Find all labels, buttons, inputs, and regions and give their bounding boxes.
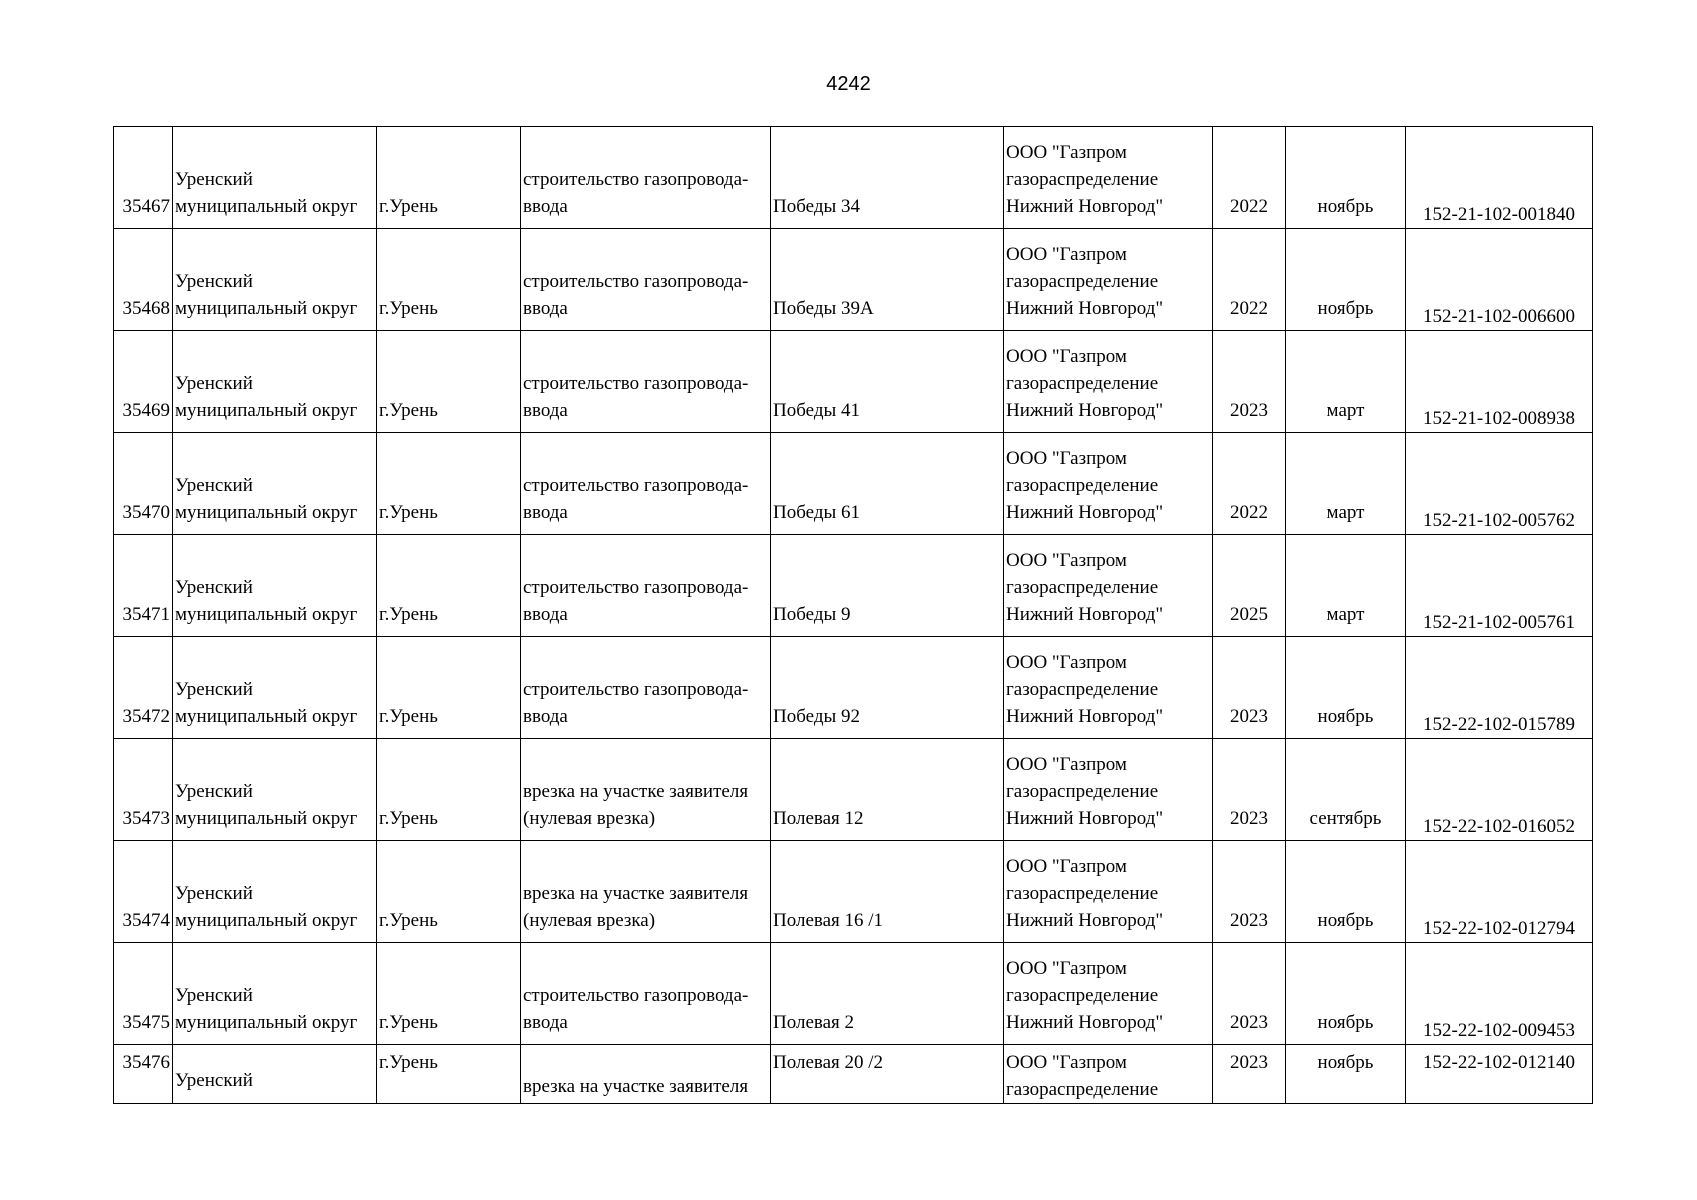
cell-record-number: [114, 331, 173, 433]
cell-city-text: г.Урень: [379, 604, 438, 625]
cell-record-number: [114, 1045, 173, 1104]
cell-application-code-text: 152-22-102-016052: [1423, 816, 1575, 837]
cell-city-text: г.Урень: [379, 196, 438, 217]
cell-address-text: Победы 92: [773, 706, 861, 727]
table-row: [114, 433, 1593, 535]
cell-district: [173, 841, 377, 943]
cell-city-text: г.Урень: [379, 910, 438, 931]
table-body: [114, 127, 1593, 1104]
cell-district-text: Уренский: [175, 1070, 253, 1091]
table-row: [114, 637, 1593, 739]
cell-year-text: 2023: [1230, 1012, 1268, 1033]
cell-record-number: [114, 841, 173, 943]
cell-work-type: [521, 331, 771, 433]
cell-year-text: 2025: [1230, 604, 1268, 625]
cell-city: [377, 433, 521, 535]
cell-work-type-text: врезка на участке заявителя (нулевая врезка): [523, 883, 749, 931]
cell-organization-text: ООО "Газпром газораспределение Нижний Новгород": [1006, 958, 1164, 1033]
cell-work-type: [521, 535, 771, 637]
cell-record-number-text: 35471: [122, 604, 170, 625]
cell-month: [1286, 943, 1406, 1045]
cell-application-code-text: 152-22-102-012794: [1423, 918, 1575, 939]
cell-month-text: ноябрь: [1317, 1012, 1374, 1033]
cell-work-type: [521, 127, 771, 229]
table-row: [114, 841, 1593, 943]
cell-application-code-text: 152-22-102-012140: [1423, 1052, 1575, 1073]
page-number: 4242: [826, 73, 871, 95]
table-row: [114, 739, 1593, 841]
cell-organization: [1004, 127, 1213, 229]
cell-month-text: март: [1326, 502, 1365, 523]
cell-district: [173, 739, 377, 841]
cell-record-number: [114, 535, 173, 637]
cell-address: [771, 535, 1004, 637]
cell-year-text: 2023: [1230, 706, 1268, 727]
cell-year-text: 2023: [1230, 910, 1268, 931]
cell-address-text: Полевая 16 /1: [773, 910, 884, 931]
cell-application-code-text: 152-21-102-008938: [1423, 408, 1575, 429]
cell-organization: [1004, 229, 1213, 331]
cell-year: [1213, 229, 1286, 331]
cell-application-code: [1406, 943, 1593, 1045]
cell-address: [771, 433, 1004, 535]
cell-record-number-text: 35467: [122, 196, 170, 217]
cell-record-number: [114, 943, 173, 1045]
cell-year: [1213, 127, 1286, 229]
cell-address-text: Победы 9: [773, 604, 851, 625]
cell-organization: [1004, 331, 1213, 433]
cell-application-code-text: 152-21-102-006600: [1423, 306, 1575, 327]
cell-address: [771, 127, 1004, 229]
cell-month-text: сентябрь: [1309, 808, 1382, 829]
cell-year-text: 2022: [1230, 298, 1268, 319]
cell-month: [1286, 433, 1406, 535]
cell-work-type: [521, 433, 771, 535]
cell-month-text: ноябрь: [1317, 196, 1374, 217]
cell-year-text: 2022: [1230, 196, 1268, 217]
cell-address-text: Победы 41: [773, 400, 861, 421]
cell-application-code: [1406, 331, 1593, 433]
cell-record-number-text: 35474: [122, 910, 170, 931]
cell-month: [1286, 229, 1406, 331]
table-row: [114, 127, 1593, 229]
cell-city: [377, 331, 521, 433]
cell-record-number-text: 35473: [122, 808, 170, 829]
cell-work-type: [521, 841, 771, 943]
cell-month: [1286, 637, 1406, 739]
cell-year: [1213, 637, 1286, 739]
cell-month-text: ноябрь: [1317, 706, 1374, 727]
cell-record-number: [114, 739, 173, 841]
cell-year: [1213, 943, 1286, 1045]
cell-organization-text: ООО "Газпром газораспределение Нижний Новгород": [1006, 448, 1164, 523]
cell-address: [771, 943, 1004, 1045]
cell-organization-text: ООО "Газпром газораспределение Нижний Новгород": [1006, 142, 1164, 217]
cell-district: [173, 535, 377, 637]
cell-month-text: март: [1326, 604, 1365, 625]
cell-month-text: ноябрь: [1317, 298, 1374, 319]
cell-organization: [1004, 739, 1213, 841]
cell-organization-text: ООО "Газпром газораспределение Нижний Новгород": [1006, 346, 1164, 421]
cell-month: [1286, 127, 1406, 229]
cell-city-text: г.Урень: [379, 502, 438, 523]
cell-month: [1286, 841, 1406, 943]
cell-work-type: [521, 229, 771, 331]
table-row: [114, 229, 1593, 331]
cell-address-text: Победы 61: [773, 502, 861, 523]
cell-month: [1286, 535, 1406, 637]
cell-work-type-text: врезка на участке заявителя: [523, 1076, 749, 1097]
cell-address: [771, 841, 1004, 943]
cell-district: [173, 229, 377, 331]
cell-district-text: Уренский муниципальный округ: [175, 985, 358, 1033]
cell-work-type-text: строительство газопровода- ввода: [523, 271, 749, 319]
cell-organization-text: ООО "Газпром газораспределение: [1006, 1052, 1159, 1100]
cell-year-text: 2023: [1230, 400, 1268, 421]
cell-city: [377, 535, 521, 637]
cell-work-type-text: строительство газопровода- ввода: [523, 679, 749, 727]
cell-organization: [1004, 535, 1213, 637]
cell-organization: [1004, 433, 1213, 535]
cell-year: [1213, 331, 1286, 433]
cell-organization-text: ООО "Газпром газораспределение Нижний Новгород": [1006, 856, 1164, 931]
cell-year: [1213, 535, 1286, 637]
cell-city: [377, 127, 521, 229]
cell-city-text: г.Урень: [379, 1052, 438, 1073]
cell-record-number-text: 35472: [122, 706, 170, 727]
cell-record-number: [114, 229, 173, 331]
cell-work-type: [521, 1045, 771, 1104]
cell-work-type-text: строительство газопровода- ввода: [523, 475, 749, 523]
cell-application-code-text: 152-22-102-009453: [1423, 1020, 1575, 1041]
cell-district: [173, 1045, 377, 1104]
cell-application-code: [1406, 535, 1593, 637]
table-row: [114, 331, 1593, 433]
cell-address-text: Полевая 12: [773, 808, 864, 829]
cell-district-text: Уренский муниципальный округ: [175, 781, 358, 829]
cell-application-code-text: 152-22-102-015789: [1423, 714, 1575, 735]
cell-address: [771, 331, 1004, 433]
cell-application-code-text: 152-21-102-001840: [1423, 204, 1575, 225]
cell-year-text: 2023: [1230, 808, 1268, 829]
cell-address-text: Полевая 2: [773, 1012, 855, 1033]
cell-district-text: Уренский муниципальный округ: [175, 577, 358, 625]
cell-application-code: [1406, 1045, 1593, 1104]
cell-record-number-text: 35470: [122, 502, 170, 523]
cell-address: [771, 739, 1004, 841]
cell-record-number: [114, 127, 173, 229]
cell-organization: [1004, 841, 1213, 943]
cell-organization-text: ООО "Газпром газораспределение Нижний Новгород": [1006, 754, 1164, 829]
cell-year: [1213, 433, 1286, 535]
gas-connection-table: [113, 126, 1593, 1104]
cell-application-code: [1406, 841, 1593, 943]
cell-address-text: Победы 34: [773, 196, 861, 217]
cell-city: [377, 739, 521, 841]
cell-record-number: [114, 637, 173, 739]
cell-address: [771, 1045, 1004, 1104]
cell-work-type-text: строительство газопровода- ввода: [523, 169, 749, 217]
cell-year-text: 2023: [1230, 1052, 1268, 1073]
cell-record-number-text: 35468: [122, 298, 170, 319]
cell-district-text: Уренский муниципальный округ: [175, 883, 358, 931]
cell-application-code-text: 152-21-102-005761: [1423, 612, 1575, 633]
table-row: [114, 943, 1593, 1045]
cell-organization: [1004, 637, 1213, 739]
cell-district-text: Уренский муниципальный округ: [175, 373, 358, 421]
cell-application-code: [1406, 433, 1593, 535]
cell-district: [173, 433, 377, 535]
cell-year: [1213, 841, 1286, 943]
cell-district-text: Уренский муниципальный округ: [175, 679, 358, 727]
cell-year: [1213, 1045, 1286, 1104]
cell-work-type-text: строительство газопровода- ввода: [523, 373, 749, 421]
table-row: [114, 535, 1593, 637]
cell-work-type: [521, 637, 771, 739]
cell-application-code: [1406, 637, 1593, 739]
cell-record-number-text: 35475: [122, 1012, 170, 1033]
cell-month: [1286, 1045, 1406, 1104]
cell-city-text: г.Урень: [379, 400, 438, 421]
cell-work-type-text: строительство газопровода- ввода: [523, 577, 749, 625]
cell-district-text: Уренский муниципальный округ: [175, 169, 358, 217]
cell-city-text: г.Урень: [379, 706, 438, 727]
cell-application-code: [1406, 127, 1593, 229]
cell-city-text: г.Урень: [379, 298, 438, 319]
cell-month: [1286, 331, 1406, 433]
cell-application-code: [1406, 739, 1593, 841]
cell-record-number-text: 35469: [122, 400, 170, 421]
cell-work-type: [521, 739, 771, 841]
cell-city-text: г.Урень: [379, 808, 438, 829]
cell-city: [377, 841, 521, 943]
cell-district: [173, 331, 377, 433]
cell-district: [173, 127, 377, 229]
cell-month: [1286, 739, 1406, 841]
cell-application-code-text: 152-21-102-005762: [1423, 510, 1575, 531]
cell-organization-text: ООО "Газпром газораспределение Нижний Новгород": [1006, 244, 1164, 319]
cell-city-text: г.Урень: [379, 1012, 438, 1033]
cell-organization-text: ООО "Газпром газораспределение Нижний Новгород": [1006, 652, 1164, 727]
cell-address: [771, 637, 1004, 739]
cell-address: [771, 229, 1004, 331]
cell-work-type: [521, 943, 771, 1045]
cell-year-text: 2022: [1230, 502, 1268, 523]
cell-district-text: Уренский муниципальный округ: [175, 475, 358, 523]
cell-organization: [1004, 943, 1213, 1045]
cell-month-text: март: [1326, 400, 1365, 421]
cell-work-type-text: строительство газопровода- ввода: [523, 985, 749, 1033]
cell-year: [1213, 739, 1286, 841]
cell-application-code: [1406, 229, 1593, 331]
cell-district: [173, 943, 377, 1045]
cell-city: [377, 229, 521, 331]
cell-city: [377, 943, 521, 1045]
cell-address-text: Победы 39А: [773, 298, 874, 319]
cell-record-number: [114, 433, 173, 535]
cell-work-type-text: врезка на участке заявителя (нулевая врезка): [523, 781, 749, 829]
cell-organization: [1004, 1045, 1213, 1104]
cell-record-number-text: 35476: [122, 1052, 170, 1073]
cell-city: [377, 637, 521, 739]
cell-month-text: ноябрь: [1317, 910, 1374, 931]
table-row: [114, 1045, 1593, 1104]
cell-organization-text: ООО "Газпром газораспределение Нижний Новгород": [1006, 550, 1164, 625]
cell-district: [173, 637, 377, 739]
cell-district-text: Уренский муниципальный округ: [175, 271, 358, 319]
cell-city: [377, 1045, 521, 1104]
cell-month-text: ноябрь: [1317, 1052, 1374, 1073]
cell-address-text: Полевая 20 /2: [773, 1052, 884, 1073]
